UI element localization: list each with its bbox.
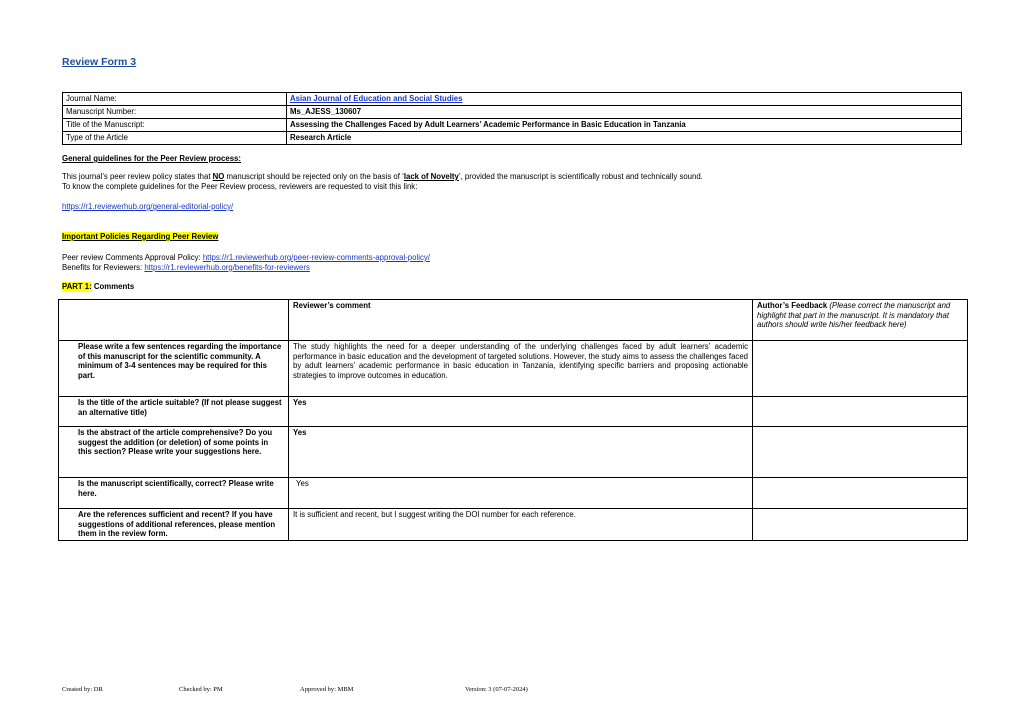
benefits-label: Benefits for Reviewers:: [62, 263, 145, 272]
manuscript-info-table: [62, 92, 962, 145]
footer-checked-by: Checked by: PM: [179, 686, 223, 693]
question-cell: Is the title of the article suitable? (If not please suggest an alternative title): [59, 397, 289, 427]
table-row: [63, 119, 962, 132]
info-value: [287, 93, 962, 106]
comment-cell: Yes: [289, 478, 753, 509]
feedback-cell[interactable]: [753, 427, 968, 478]
comment-cell: Yes: [289, 397, 753, 427]
lack-of-novelty-emphasis: lack of Novelty: [403, 172, 459, 181]
guidelines-text: manuscript should be rejected only on the basis of ‘: [224, 172, 404, 181]
table-row: [59, 427, 968, 478]
info-label: Type of the Article: [63, 132, 287, 145]
guidelines-heading: General guidelines for the Peer Review process:: [62, 154, 241, 163]
table-row: [59, 509, 968, 541]
part1-title: Comments: [91, 282, 135, 291]
table-row: [63, 106, 962, 119]
reviewer-comment-header: Reviewer’s comment: [289, 300, 753, 341]
question-cell: Is the manuscript scientifically, correct? Please write here.: [59, 478, 289, 509]
guidelines-text: ’, provided the manuscript is scientifically robust and technically sound.: [458, 172, 703, 181]
info-label: Title of the Manuscript:: [63, 119, 287, 132]
part1-label: PART 1:: [62, 282, 92, 291]
footer-version: Version: 3 (07-07-2024): [465, 686, 528, 693]
info-label: Manuscript Number:: [63, 106, 287, 119]
journal-name-link[interactable]: Asian Journal of Education and Social Studies: [290, 94, 463, 104]
feedback-cell[interactable]: [753, 397, 968, 427]
approval-policy-line: [62, 253, 430, 263]
author-feedback-note: (Please correct the manuscript and highlight that part in the manuscript. It is mandatory that authors should write his/her feedback here): [757, 301, 951, 330]
approval-policy-label: Peer review Comments Approval Policy:: [62, 253, 203, 262]
feedback-cell[interactable]: [753, 509, 968, 541]
comments-table: [58, 299, 968, 541]
info-value: Assessing the Challenges Faced by Adult Learners’ Academic Performance in Basic Education in Tanzania: [287, 119, 962, 132]
author-feedback-title: Author’s Feedback: [757, 301, 828, 310]
table-header-row: [59, 300, 968, 341]
question-cell: Are the references sufficient and recent? If you have suggestions of additional references, please mention them in the review form.: [59, 509, 289, 541]
footer-created-by: Created by: DR: [62, 686, 103, 693]
table-row: [59, 341, 968, 397]
editorial-policy-link[interactable]: https://r1.reviewerhub.org/general-editorial-policy/: [62, 202, 234, 211]
policies-heading-text: Important Policies Regarding Peer Review: [62, 232, 219, 241]
benefits-link[interactable]: https://r1.reviewerhub.org/benefits-for-reviewers: [144, 263, 310, 272]
comment-cell: Yes: [289, 427, 753, 478]
table-row: [59, 478, 968, 509]
policies-heading: [62, 232, 218, 242]
empty-header-cell: [59, 300, 289, 341]
table-row: [59, 397, 968, 427]
feedback-cell[interactable]: [753, 341, 968, 397]
benefits-line: [62, 263, 310, 273]
approval-policy-link[interactable]: https://r1.reviewerhub.org/peer-review-comments-approval-policy/: [202, 253, 430, 262]
info-value: Research Article: [287, 132, 962, 145]
footer-approved-by: Approved by: MBM: [300, 686, 354, 693]
comment-cell: The study highlights the need for a deeper understanding of the underlying challenges faced by adult learners’ academic performance in basic education and the development of targeted solutions. However, the study aims to assess the challenges faced by adult learners’ academic performance in basic education in Tanzania, identifying specific barriers and proposing actionable strategies to improve outcomes in education.: [289, 341, 753, 397]
guidelines-paragraph-2: To know the complete guidelines for the Peer Review process, reviewers are requested to visit this link:: [62, 182, 418, 191]
question-cell: Please write a few sentences regarding the importance of this manuscript for the scientific community. A minimum of 3-4 sentences may be required for this part.: [59, 341, 289, 397]
no-emphasis: NO: [212, 172, 225, 181]
info-label: Journal Name:: [63, 93, 287, 106]
page-title: Review Form 3: [62, 56, 137, 68]
comment-cell: It is sufficient and recent, but I suggest writing the DOI number for each reference.: [289, 509, 753, 541]
table-row: [63, 93, 962, 106]
author-feedback-header: [753, 300, 968, 341]
part1-heading: [62, 282, 134, 292]
question-cell: Is the abstract of the article comprehensive? Do you suggest the addition (or deletion) of some points in this section? Please write your suggestions here.: [59, 427, 289, 478]
feedback-cell[interactable]: [753, 478, 968, 509]
guidelines-paragraph: [62, 172, 703, 182]
table-row: [63, 132, 962, 145]
guidelines-text: This journal’s peer review policy states that: [62, 172, 213, 181]
info-value: Ms_AJESS_130607: [287, 106, 962, 119]
